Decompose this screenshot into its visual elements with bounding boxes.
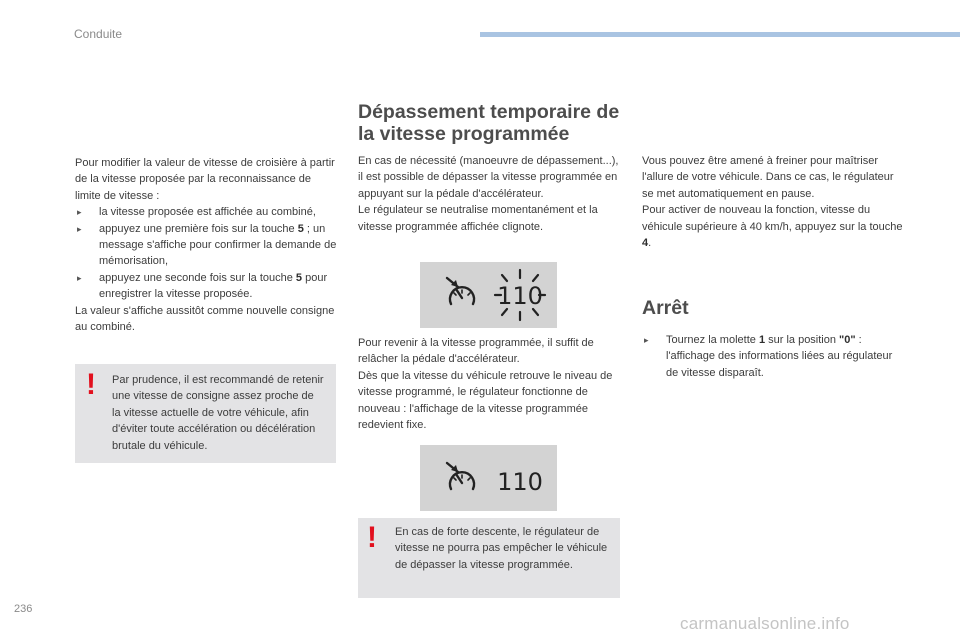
paragraph: En cas de nécessité (manoeuvre de dépassement...), il est possible de dépasser la vitesse programmée en appuyant sur la pédale d'accélérateur. xyxy=(358,155,619,200)
cruise-control-icon xyxy=(420,262,557,328)
paragraph: Le régulateur se neutralise momentanément et la vitesse programmée affichée clignote. xyxy=(358,204,598,233)
cruise-display-fixed xyxy=(420,445,557,511)
intro-paragraph: Pour modifier la valeur de vitesse de croisière à partir de la vitesse proposée par la reconnaissance de limite de vitesse : xyxy=(75,157,335,202)
cruise-control-icon xyxy=(420,445,557,511)
key-label: 1 xyxy=(758,334,766,346)
paragraph: Vous pouvez être amené à freiner pour maîtriser l'allure de votre véhicule. Dans ce cas, le régulateur se met automatiquement en pause. xyxy=(642,155,894,200)
section-title-depassement: Dépassement temporaire de la vitesse programmée xyxy=(358,101,620,145)
warning-text: En cas de forte descente, le régulateur de vitesse ne pourra pas empêcher le véhicule de dépasser la vitesse programmée. xyxy=(395,526,608,571)
bullet-icon: ▸ xyxy=(77,272,82,283)
key-label: 4 xyxy=(642,237,649,250)
key-label: 5 xyxy=(295,271,303,284)
key-label: "0" xyxy=(839,334,856,346)
bullet-icon: ▸ xyxy=(77,223,82,234)
warning-icon: ! xyxy=(86,368,96,401)
warning-box-1 xyxy=(75,364,336,463)
warning-box-2 xyxy=(358,518,620,598)
column-3-top xyxy=(642,153,904,251)
bullet-icon: ▸ xyxy=(644,335,649,345)
bullet-icon: ▸ xyxy=(77,207,82,218)
column-3-bottom xyxy=(642,332,904,381)
column-1 xyxy=(75,155,337,335)
watermark: carmanualsonline.info xyxy=(680,614,850,633)
column-2-middle xyxy=(358,335,622,433)
list-item: ▸ appuyez une seconde fois sur la touche 5 pour enregistrer la vitesse proposée. xyxy=(77,271,328,301)
speed-value: 110 xyxy=(497,468,543,496)
list-item: ▸ Tournez la molette 1 sur la position "0" : l'affichage des informations liées au régulateur de vitesse disparaît. xyxy=(644,334,893,379)
section-header: Conduite xyxy=(74,27,123,41)
warning-icon: ! xyxy=(367,521,377,554)
column-2-top xyxy=(358,153,622,235)
paragraph: Pour activer de nouveau la fonction, vitesse du véhicule supérieure à 40 km/h, appuyez sur la touche 4. xyxy=(642,204,903,250)
list-item: ▸ appuyez une première fois sur la touche 5 ; un message s'affiche pour confirmer la demande de mémorisation, xyxy=(77,222,337,268)
outro-paragraph: La valeur s'affiche aussitôt comme nouvelle consigne au combiné. xyxy=(75,304,335,334)
key-label: 5 xyxy=(297,222,304,235)
page-number: 236 xyxy=(14,603,33,615)
paragraph: Pour revenir à la vitesse programmée, il suffit de relâcher la pédale d'accélérateur. xyxy=(358,337,594,366)
speed-value: 110 xyxy=(497,282,543,310)
cruise-display-blinking xyxy=(420,262,557,328)
section-title-arret: Arrêt xyxy=(642,297,689,319)
header-accent-bar xyxy=(480,32,960,37)
paragraph: Dès que la vitesse du véhicule retrouve le niveau de vitesse programmé, le régulateur fonctionne de nouveau : l'affichage de la vitesse programmée redevient fixe. xyxy=(358,369,613,432)
warning-text: Par prudence, il est recommandé de retenir une vitesse de consigne assez proche de la vitesse actuelle de votre véhicule, afin d'éviter toute accélération ou décélération brutale du véhicule. xyxy=(112,374,324,452)
list-item: ▸ la vitesse proposée est affichée au combiné, xyxy=(75,204,337,220)
